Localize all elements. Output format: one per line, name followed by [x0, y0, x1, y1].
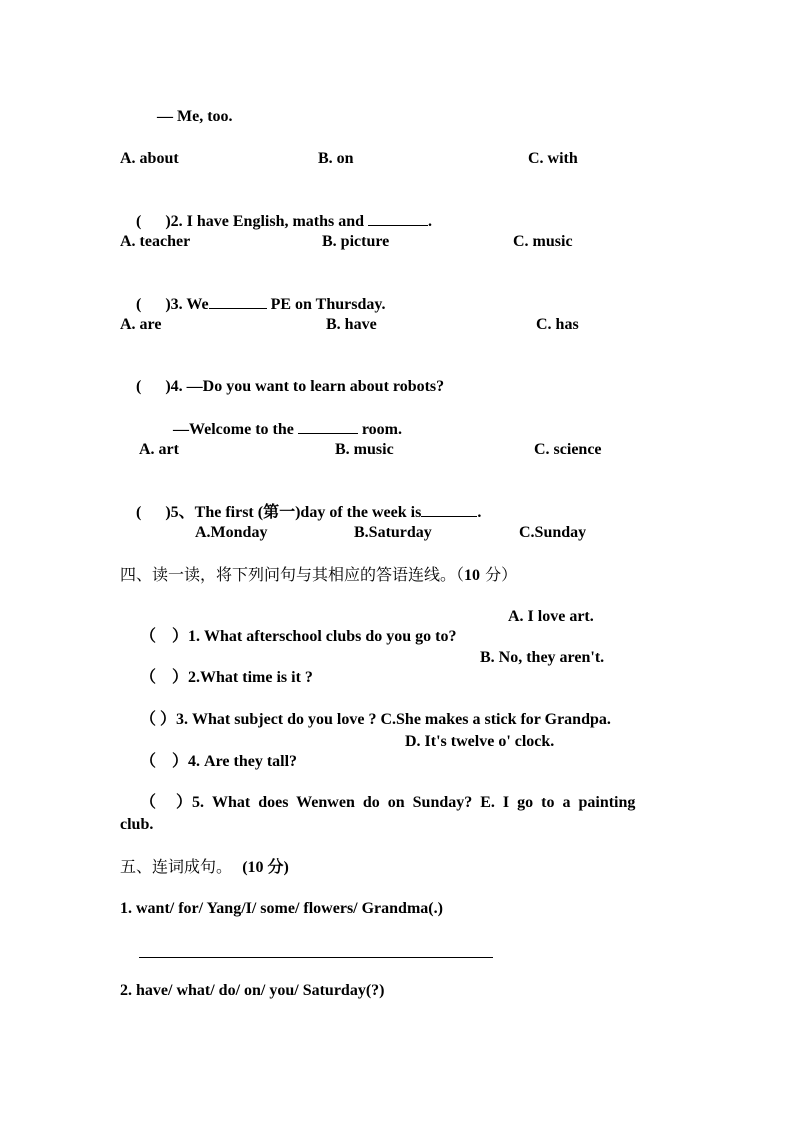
section4-title-end: 分）	[480, 565, 518, 584]
q2-blank[interactable]	[368, 211, 428, 226]
q3-option-b: B. have	[326, 316, 377, 333]
match-row-5-wrap: club.	[120, 816, 154, 833]
q5-question	[120, 482, 482, 521]
section4-title: 四、读一读，将下列问句与其相应的答语连线。（	[120, 565, 465, 584]
match-4-paren[interactable]: （ ）	[140, 753, 189, 770]
q5-answer-paren[interactable]: ( )	[136, 504, 171, 521]
q2-option-a: A. teacher	[120, 233, 191, 250]
q4-question	[120, 357, 445, 395]
match-1-paren[interactable]: （ ）	[140, 628, 189, 645]
match-row-3	[124, 690, 611, 728]
section5-points: (10 分)	[242, 859, 289, 876]
q5-option-a: A.Monday	[195, 524, 268, 541]
match-2-question[interactable]: 2.What time is it ?	[188, 669, 313, 686]
q3-text-before: 3. We	[170, 296, 209, 313]
q1-option-b: B. on	[318, 150, 354, 167]
q2-text-after: .	[428, 213, 433, 230]
match-3-paren[interactable]: （ ）	[140, 711, 177, 728]
q4-option-a: A. art	[139, 441, 179, 458]
q3-answer-paren[interactable]: ( )	[136, 296, 171, 313]
q3-option-a: A. are	[120, 316, 162, 333]
q1-option-a: A. about	[120, 150, 179, 167]
q4-blank[interactable]	[298, 419, 358, 434]
q3-question	[120, 274, 386, 313]
match-row-4	[124, 732, 298, 770]
section4-points: 10	[464, 567, 481, 584]
q4-reply-after: room.	[357, 421, 402, 438]
section5-heading	[120, 857, 289, 877]
match-row-1	[124, 607, 457, 645]
match-1-question[interactable]: 1. What afterschool clubs do you go to?	[188, 628, 457, 645]
section5-title: 五、连词成句。	[120, 857, 233, 876]
q2-answer-paren[interactable]: ( )	[136, 213, 171, 230]
q5-text-before: 5、The first (第一)day of the week is	[170, 504, 422, 521]
match-answer-a[interactable]: A. I love art.	[508, 608, 594, 625]
match-row-2	[124, 648, 313, 686]
match-answer-b[interactable]: B. No, they aren't.	[480, 649, 605, 666]
q5-option-b: B.Saturday	[354, 524, 432, 541]
match-3-question[interactable]: 3. What subject do you love ? C.She makes a stick for Grandpa.	[176, 711, 611, 728]
match-4-question[interactable]: 4. Are they tall?	[188, 753, 298, 770]
q4-option-b: B. music	[335, 441, 394, 458]
match-row-5	[124, 773, 636, 811]
q5-text-after: .	[477, 504, 482, 521]
q1-option-c: C. with	[528, 150, 578, 167]
section4-heading	[120, 565, 517, 585]
match-answer-d[interactable]: D. It's twelve o' clock.	[405, 733, 555, 750]
answer-line-1[interactable]	[139, 957, 493, 958]
sentence-item-1: 1. want/ for/ Yang/I/ some/ flowers/ Grandma(.)	[120, 900, 443, 917]
q4-option-c: C. science	[534, 441, 602, 458]
q5-blank[interactable]	[421, 502, 477, 517]
q3-option-c: C. has	[536, 316, 579, 333]
q2-option-c: C. music	[513, 233, 573, 250]
match-2-paren[interactable]: （ ）	[140, 669, 189, 686]
q4-text: 4. —Do you want to learn about robots?	[170, 378, 445, 395]
q3-text-after: PE on Thursday.	[266, 296, 386, 313]
q5-option-c: C.Sunday	[519, 524, 587, 541]
q2-question	[120, 191, 433, 230]
match-5-question[interactable]: 5. What does Wenwen do on Sunday? E. I go to a painting	[192, 794, 636, 811]
sentence-item-2: 2. have/ what/ do/ on/ you/ Saturday(?)	[120, 982, 385, 999]
q2-text-before: 2. I have English, maths and	[170, 213, 369, 230]
q3-blank[interactable]	[209, 294, 267, 309]
q4-reply	[157, 399, 402, 438]
q4-answer-paren[interactable]: ( )	[136, 378, 171, 395]
q2-option-b: B. picture	[322, 233, 390, 250]
match-5-paren[interactable]: （ ）	[140, 794, 193, 811]
q1-answer-line: — Me, too.	[157, 108, 233, 125]
q4-reply-before: —Welcome to the	[173, 421, 298, 438]
